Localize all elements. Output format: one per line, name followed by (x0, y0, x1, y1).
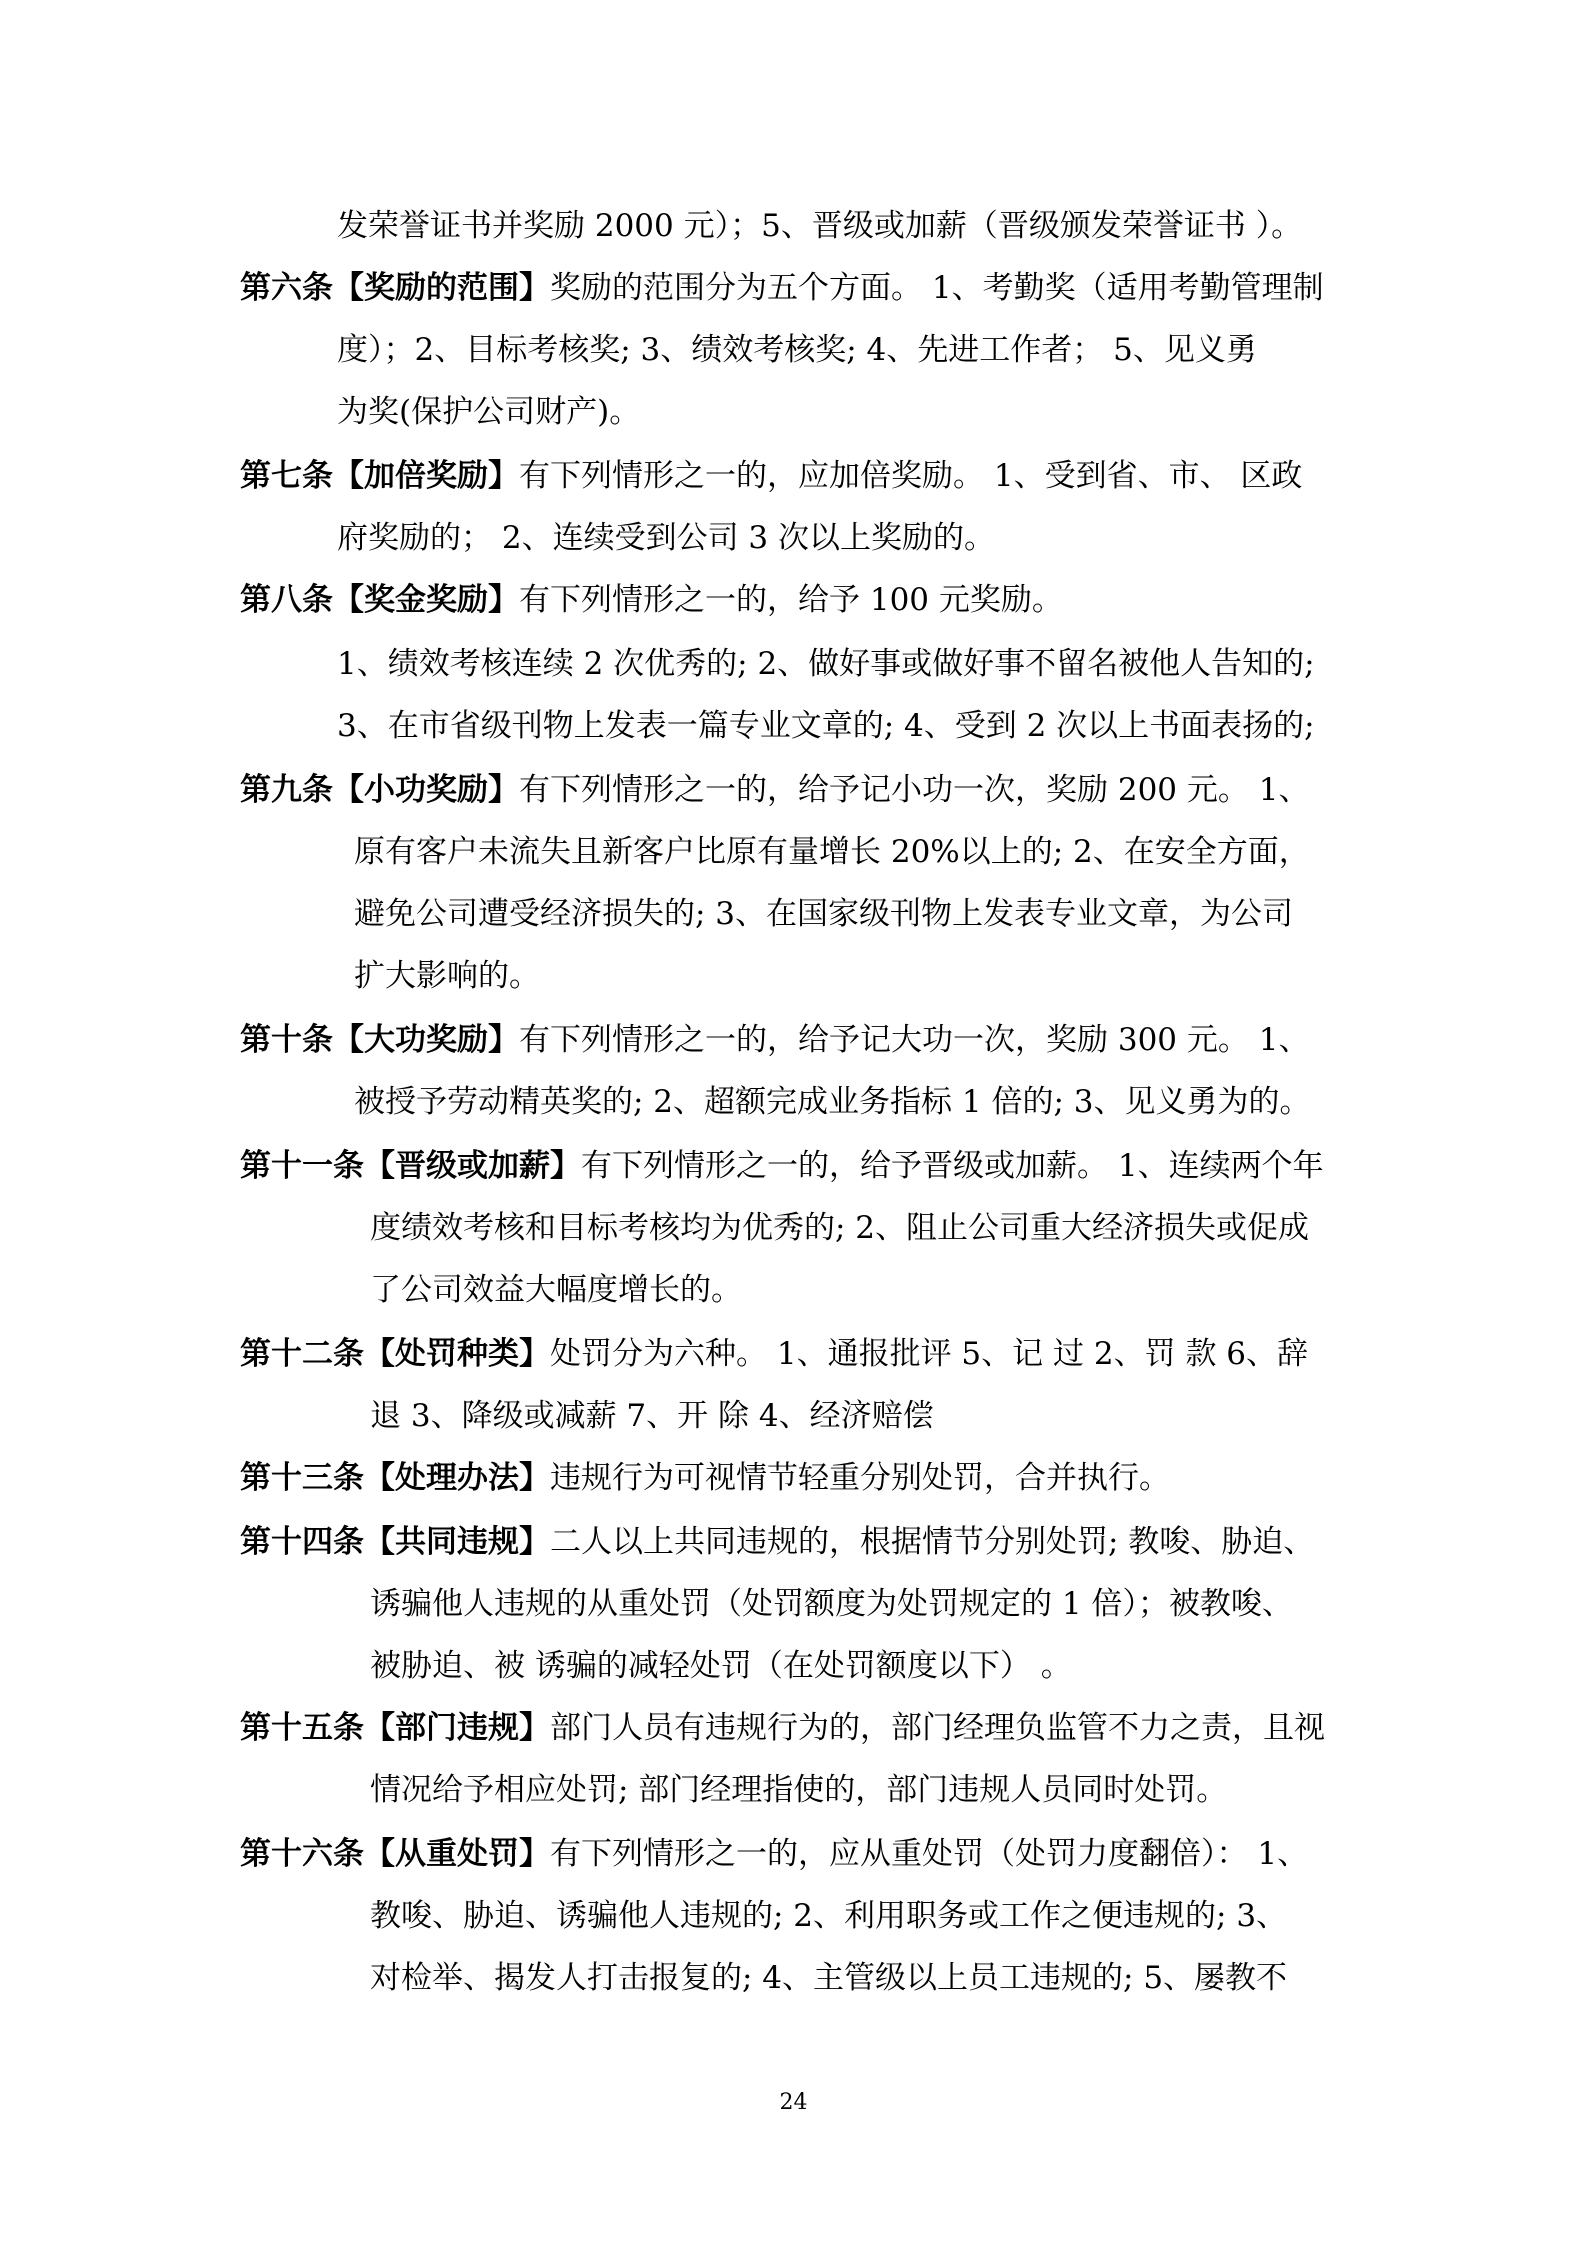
article-heading: 第十一条【晋级或加薪】 (240, 1148, 581, 1184)
article-text: 教唆、胁迫、诱骗他人违规的; 2、利用职务或工作之便违规的; 3、 (370, 1898, 1288, 1934)
article-text: 违规行为可视情节轻重分别处罚，合并执行。 (550, 1460, 1170, 1496)
article-text: 诱骗他人违规的从重处罚（处罚额度为处罚规定的 1 倍）；被教唆、 (370, 1586, 1293, 1622)
article-heading: 第十四条【共同违规】 (240, 1524, 550, 1560)
text-line (240, 1020, 1309, 1060)
article-text: 有下列情形之一的，给予记大功一次，奖励 300 元。 1、 (519, 1022, 1310, 1058)
article-text: 3、在市省级刊物上发表一篇专业文章的; 4、受到 2 次以上书面表扬的; (337, 708, 1315, 744)
text-line (240, 1522, 1314, 1562)
text-line (337, 518, 995, 558)
text-line (370, 1770, 1227, 1810)
article-heading: 第十六条【从重处罚】 (240, 1836, 550, 1872)
text-line (240, 1458, 1170, 1498)
article-text: 对检举、揭发人打击报复的; 4、主管级以上员工违规的; 5、屡教不 (370, 1960, 1288, 1996)
text-line (240, 580, 1063, 620)
text-line (354, 894, 1293, 934)
text-line (337, 644, 1315, 684)
article-heading: 第十五条【部门违规】 (240, 1710, 550, 1746)
text-line (337, 706, 1315, 746)
article-heading: 第八条【奖金奖励】 (240, 582, 519, 618)
article-text: 为奖(保护公司财产)。 (337, 394, 641, 430)
text-line (370, 1270, 742, 1310)
text-line (240, 1708, 1325, 1748)
article-text: 有下列情形之一的，应从重处罚（处罚力度翻倍）： 1、 (550, 1836, 1309, 1872)
article-heading: 第九条【小功奖励】 (240, 772, 519, 808)
text-line (240, 1334, 1308, 1374)
article-text: 二人以上共同违规的，根据情节分别处罚; 教唆、胁迫、 (550, 1524, 1315, 1560)
text-line (240, 456, 1302, 496)
text-line (370, 1584, 1293, 1624)
text-line (337, 330, 1257, 370)
text-line (370, 1396, 934, 1436)
article-heading: 第十三条【处理办法】 (240, 1460, 550, 1496)
article-text: 处罚分为六种。 1、通报批评 5、记 过 2、罚 款 6、辞 (550, 1336, 1309, 1372)
article-heading: 第六条【奖励的范围】 (240, 270, 550, 306)
article-text: 奖励的范围分为五个方面。 1、考勤奖（适用考勤管理制 (550, 270, 1324, 306)
article-text: 度绩效考核和目标考核均为优秀的; 2、阻止公司重大经济损失或促成 (370, 1210, 1310, 1246)
article-text: 1、绩效考核连续 2 次优秀的; 2、做好事或做好事不留名被他人告知的; (337, 646, 1315, 682)
article-text: 被授予劳动精英奖的; 2、超额完成业务指标 1 倍的; 3、见义勇为的。 (354, 1084, 1311, 1120)
text-line (370, 1646, 1072, 1686)
text-line (354, 956, 540, 996)
article-text: 府奖励的； 2、连续受到公司 3 次以上奖励的。 (337, 520, 996, 556)
text-line (240, 770, 1309, 810)
article-text: 被胁迫、被 诱骗的减轻处罚（在处罚额度以下） 。 (370, 1648, 1072, 1684)
article-text: 度）；2、目标考核奖; 3、绩效考核奖; 4、先进工作者； 5、见义勇 (337, 332, 1257, 368)
article-text: 发荣誉证书并奖励 2000 元）；5、晋级或加薪（晋级颁发荣誉证书 ）。 (337, 208, 1303, 244)
article-heading: 第七条【加倍奖励】 (240, 458, 519, 494)
article-text: 原有客户未流失且新客户比原有量增长 20%以上的; 2、在安全方面， (354, 834, 1310, 870)
text-line (337, 206, 1302, 246)
article-heading: 第十条【大功奖励】 (240, 1022, 519, 1058)
article-text: 有下列情形之一的，给予 100 元奖励。 (519, 582, 1063, 618)
article-text: 情况给予相应处罚; 部门经理指使的，部门违规人员同时处罚。 (370, 1772, 1228, 1808)
text-line (240, 1834, 1308, 1874)
text-line (370, 1896, 1287, 1936)
article-text: 退 3、降级或减薪 7、开 除 4、经济赔偿 (370, 1398, 934, 1434)
article-text: 有下列情形之一的，给予记小功一次，奖励 200 元。 1、 (519, 772, 1310, 808)
article-text: 了公司效益大幅度增长的。 (370, 1272, 742, 1308)
article-text: 避免公司遭受经济损失的; 3、在国家级刊物上发表专业文章，为公司 (354, 896, 1294, 932)
text-line (354, 832, 1310, 872)
text-line (337, 392, 640, 432)
page-number: 24 (779, 2090, 808, 2115)
article-text: 扩大影响的。 (354, 958, 540, 994)
article-heading: 第十二条【处罚种类】 (240, 1336, 550, 1372)
article-text: 有下列情形之一的，给予晋级或加薪。 1、连续两个年 (581, 1148, 1324, 1184)
text-line (370, 1958, 1287, 1998)
article-text: 有下列情形之一的，应加倍奖励。 1、受到省、市、 区政 (519, 458, 1303, 494)
text-line (354, 1082, 1310, 1122)
text-line (240, 1146, 1324, 1186)
article-text: 部门人员有违规行为的，部门经理负监管不力之责，且视 (550, 1710, 1325, 1746)
text-line (370, 1208, 1309, 1248)
text-line (240, 268, 1324, 308)
